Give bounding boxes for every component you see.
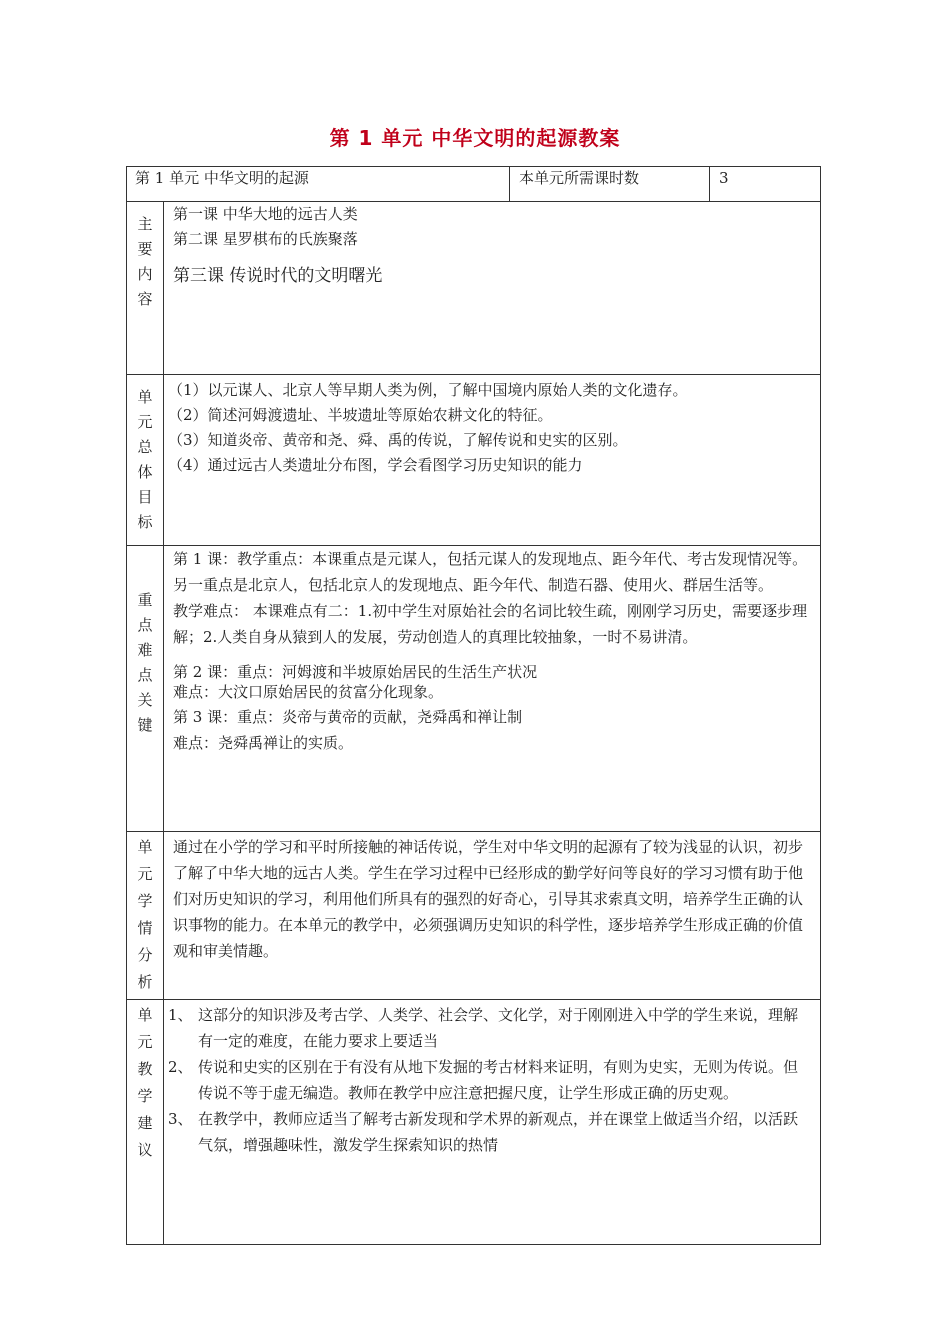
lesson-2-title: 第二课 星罗棋布的氏族聚落 bbox=[173, 230, 358, 248]
list-item: 1、 这部分的知识涉及考古学、人类学、社会学、文化学，对于刚刚进入中学的学生来说，理解有一定的难度，在能力要求上要适当 bbox=[168, 1006, 799, 1050]
lesson-3-difficulty: 难点：尧舜禹禅让的实质。 bbox=[173, 734, 354, 752]
hours-value: 3 bbox=[719, 169, 729, 187]
lesson-1-key: 第 1 课：教学重点：本课重点是元谋人，包括元谋人的发现地点、距今年代、考古发现情况等。另一重点是北京人，包括北京人的发现地点、距今年代、制造石器、使用火、群居生活等。 bbox=[173, 550, 808, 594]
lesson-3-title: 第三课 传说时代的文明曙光 bbox=[173, 266, 383, 286]
goal-item: （2）简述河姆渡遗址、半坡遗址等原始农耕文化的特征。 bbox=[168, 406, 553, 424]
analysis-cell bbox=[164, 832, 821, 1000]
goals-label: 单 元 总 体 目 标 bbox=[127, 375, 164, 546]
header-row bbox=[127, 167, 821, 202]
unit-name: 第 1 单元 中华文明的起源 bbox=[135, 169, 309, 187]
lesson-1-difficulty: 教学难点： 本课难点有二：1.初中学生对原始社会的名词比较生疏，刚刚学习历史，需要逐步理解；2.人类自身从猿到人的发展，劳动创造人的真理比较抽象，一时不易讲清。 bbox=[173, 602, 808, 646]
analysis-label: 单 元 学 情 分 析 bbox=[127, 832, 164, 1000]
page-title: 第 1 单元 中华文明的起源教案 bbox=[329, 126, 621, 150]
lesson-3-key: 第 3 课：重点：炎帝与黄帝的贡献，尧舜禹和禅让制 bbox=[173, 708, 523, 726]
key-points-label: 重 点 难 点 关 键 bbox=[127, 546, 164, 832]
suggestions-label: 单 元 教 学 建 议 bbox=[127, 1000, 164, 1245]
analysis-row bbox=[127, 832, 821, 1000]
main-content-row bbox=[127, 202, 821, 375]
goal-item: （3）知道炎帝、黄帝和尧、舜、禹的传说，了解传说和史实的区别。 bbox=[168, 431, 628, 449]
lesson-plan-table bbox=[126, 166, 821, 1245]
hours-label-cell bbox=[510, 167, 710, 202]
suggestions-cell bbox=[164, 1000, 821, 1245]
hours-label: 本单元所需课时数 bbox=[519, 169, 640, 187]
lesson-2-key: 第 2 课：重点：河姆渡和半坡原始居民的生活生产状况 bbox=[173, 663, 538, 681]
main-content-label: 主 要 内 容 bbox=[127, 202, 164, 375]
analysis-text: 通过在小学的学习和平时所接触的神话传说，学生对中华文明的起源有了较为浅显的认识，初步了解了中华大地的远古人类。学生在学习过程中已经形成的勤学好问等良好的学习习惯有助于他们对历史知识的学习，利用他们所具有的强烈的好奇心，引导其求索真文明，培养学生正确的认识事物的能力。在本单元的教学中，必须强调历史知识的科学性，逐步培养学生形成正确的价值观和审美情趣。 bbox=[173, 838, 804, 960]
suggestions-row bbox=[127, 1000, 821, 1245]
goal-item: （4）通过远古人类遗址分布图，学会看图学习历史知识的能力 bbox=[168, 456, 583, 474]
unit-cell bbox=[127, 167, 510, 202]
goals-cell bbox=[164, 375, 821, 546]
key-points-row bbox=[127, 546, 821, 832]
goal-item: （1）以元谋人、北京人等早期人类为例，了解中国境内原始人类的文化遗存。 bbox=[168, 381, 688, 399]
lesson-2-difficulty: 难点：大汶口原始居民的贫富分化现象。 bbox=[173, 683, 444, 701]
key-points-cell bbox=[164, 546, 821, 832]
main-content-cell bbox=[164, 202, 821, 375]
list-item: 2、 传说和史实的区别在于有没有从地下发掘的考古材料来证明，有则为史实，无则为传说。但传说不等于虚无编造。教师在教学中应注意把握尺度，让学生形成正确的历史观。 bbox=[168, 1058, 799, 1102]
lesson-1-title: 第一课 中华大地的远古人类 bbox=[173, 205, 358, 223]
goals-row bbox=[127, 375, 821, 546]
list-item: 3、 在教学中，教师应适当了解考古新发现和学术界的新观点，并在课堂上做适当介绍，以活跃气氛，增强趣味性，激发学生探索知识的热情 bbox=[168, 1110, 799, 1154]
hours-value-cell bbox=[710, 167, 821, 202]
